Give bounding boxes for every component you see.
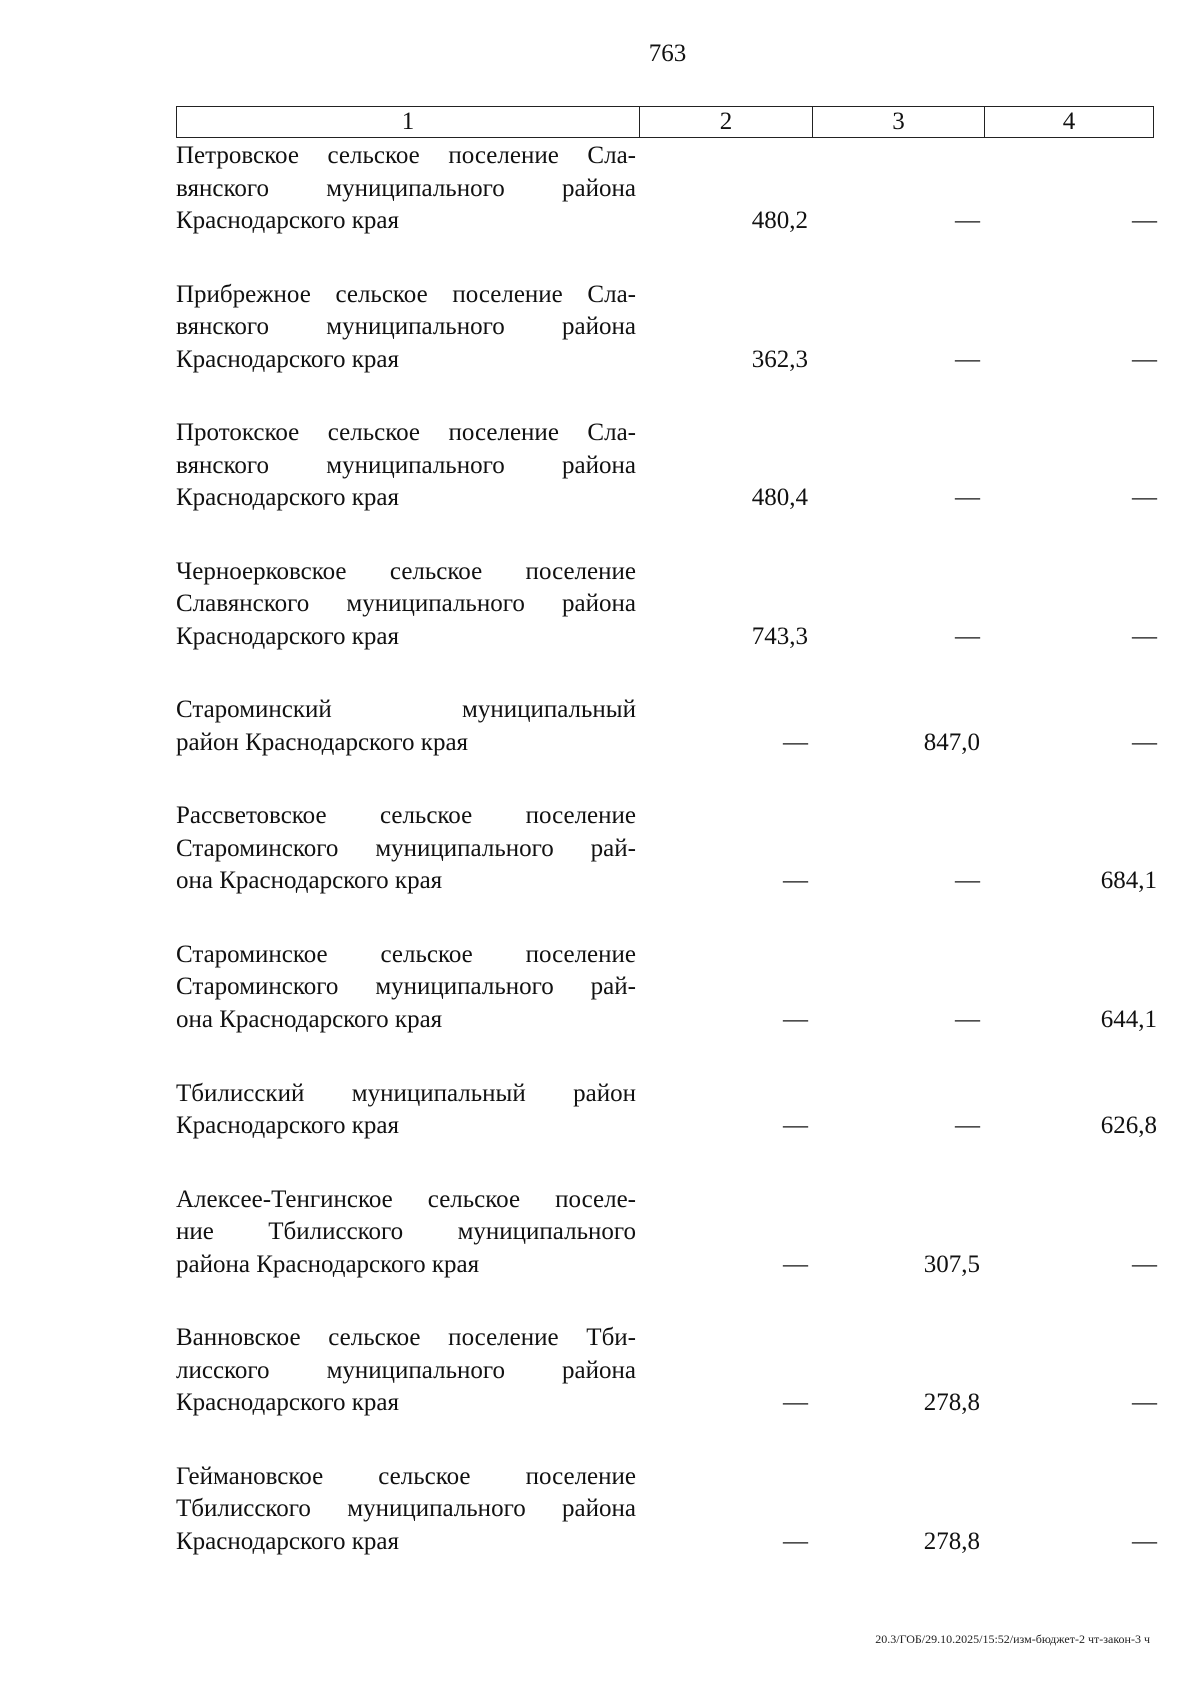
row-name-line: район Краснодарского края (176, 728, 469, 756)
row-value-col-2: — (783, 1005, 808, 1033)
row-name-line: Тбилисского муниципального района (176, 1495, 636, 1523)
row-value-col-3: 278,8 (923, 1389, 980, 1417)
row-name-line: Староминское сельское поселение (176, 940, 636, 968)
row-name-line: вянского муниципального района (176, 174, 636, 202)
row-name (176, 1461, 636, 1559)
row-name-line: Прибрежное сельское поселение Сла- (176, 280, 636, 308)
row-value-col-3: 847,0 (923, 728, 980, 756)
row-name-line: Протокское сельское поселение Сла- (176, 419, 636, 447)
row-name-line: вянского муниципального района (176, 451, 636, 479)
row-name (176, 1184, 636, 1282)
row-name (176, 417, 636, 515)
row-name-line: Краснодарского края (176, 1389, 399, 1417)
row-name-line: Тбилисский муниципальный район (176, 1079, 636, 1107)
row-value-col-2: — (783, 1527, 808, 1555)
row-name (176, 140, 636, 238)
header-col-3: 3 (813, 107, 985, 137)
row-name (176, 939, 636, 1037)
row-name-line: Славянского муниципального района (176, 590, 636, 618)
row-value-col-4: 626,8 (1100, 1112, 1157, 1140)
row-value-col-2: — (783, 1112, 808, 1140)
table-row (170, 939, 1160, 1078)
row-name-line: Староминский муниципальный (176, 696, 636, 724)
row-value-col-2: 362,3 (751, 345, 808, 373)
row-name-line: она Краснодарского края (176, 1005, 443, 1033)
row-value-col-3: — (955, 1005, 980, 1033)
row-name (176, 694, 636, 759)
header-col-2: 2 (640, 107, 813, 137)
row-name-line: района Краснодарского края (176, 1250, 480, 1278)
row-name-line: Ванновское сельское поселение Тби- (176, 1324, 636, 1352)
row-value-col-2: — (783, 1250, 808, 1278)
row-name-line: вянского муниципального района (176, 313, 636, 341)
row-name-line: Староминского муниципального рай- (176, 834, 636, 862)
page-number: 763 (648, 40, 687, 67)
row-value-col-3: 307,5 (923, 1250, 980, 1278)
table-row (170, 556, 1160, 695)
row-name-line: Петровское сельское поселение Сла- (176, 142, 636, 169)
row-value-col-2: 480,4 (751, 484, 808, 512)
header-col-1: 1 (177, 107, 640, 137)
header-col-4: 4 (1062, 108, 1076, 135)
table-row (170, 800, 1160, 939)
row-value-col-2: — (783, 867, 808, 895)
row-name-line: она Краснодарского края (176, 867, 443, 895)
row-name-line: Краснодарского края (176, 1112, 399, 1140)
row-name-line: лисского муниципального района (176, 1356, 636, 1384)
row-value-col-3: — (955, 1112, 980, 1140)
row-name (176, 279, 636, 377)
table-row (170, 140, 1160, 279)
document-footer-code: 20.3/ГОБ/29.10.2025/15:52/изм-бюджет-2 чт-закон-3 ч (875, 1632, 1150, 1646)
row-value-col-3: — (955, 622, 980, 650)
row-name-line: Геймановское сельское поселение (176, 1462, 636, 1490)
row-name (176, 556, 636, 654)
table-row (170, 1322, 1160, 1461)
row-name-line: Черноерковское сельское поселение (176, 557, 636, 585)
row-value-col-4: — (1132, 622, 1157, 650)
row-name-line: Краснодарского края (176, 345, 399, 373)
table-row (170, 279, 1160, 418)
table-body (170, 140, 1160, 1599)
row-name (176, 800, 636, 898)
row-value-col-4: — (1132, 345, 1157, 373)
row-name-line: Староминского муниципального рай- (176, 973, 636, 1001)
table-row (170, 1184, 1160, 1323)
row-value-col-3: — (955, 207, 980, 234)
row-value-col-4: — (1132, 1527, 1157, 1555)
row-name (176, 1322, 636, 1420)
row-value-col-4: — (1132, 484, 1157, 512)
table-row (170, 1078, 1160, 1184)
row-name-line: ние Тбилисского муниципального (176, 1218, 636, 1246)
table-header (176, 106, 1154, 138)
row-value-col-2: — (783, 1389, 808, 1417)
row-value-col-4: — (1132, 1250, 1157, 1278)
row-name-line: Краснодарского края (176, 1527, 399, 1555)
row-value-col-4: 684,1 (1100, 867, 1157, 895)
table-row (170, 694, 1160, 800)
row-value-col-4: — (1132, 207, 1157, 234)
row-value-col-3: — (955, 484, 980, 512)
row-value-col-2: — (783, 728, 808, 756)
row-value-col-2: 480,2 (751, 207, 808, 234)
table-row (170, 417, 1160, 556)
row-value-col-4: — (1132, 1389, 1157, 1417)
row-name (176, 1078, 636, 1143)
row-name-line: Краснодарского края (176, 484, 399, 512)
row-name-line: Краснодарского края (176, 622, 399, 650)
row-value-col-3: — (955, 345, 980, 373)
row-name-line: Рассветовское сельское поселение (176, 802, 636, 830)
row-value-col-4: — (1132, 728, 1157, 756)
row-value-col-4: 644,1 (1100, 1005, 1157, 1033)
row-name-line: Алексее-Тенгинское сельское поселе- (176, 1185, 636, 1213)
row-value-col-2: 743,3 (751, 622, 808, 650)
row-value-col-3: 278,8 (923, 1527, 980, 1555)
row-value-col-3: — (955, 867, 980, 895)
row-name-line: Краснодарского края (176, 207, 399, 234)
table-row (170, 1461, 1160, 1600)
